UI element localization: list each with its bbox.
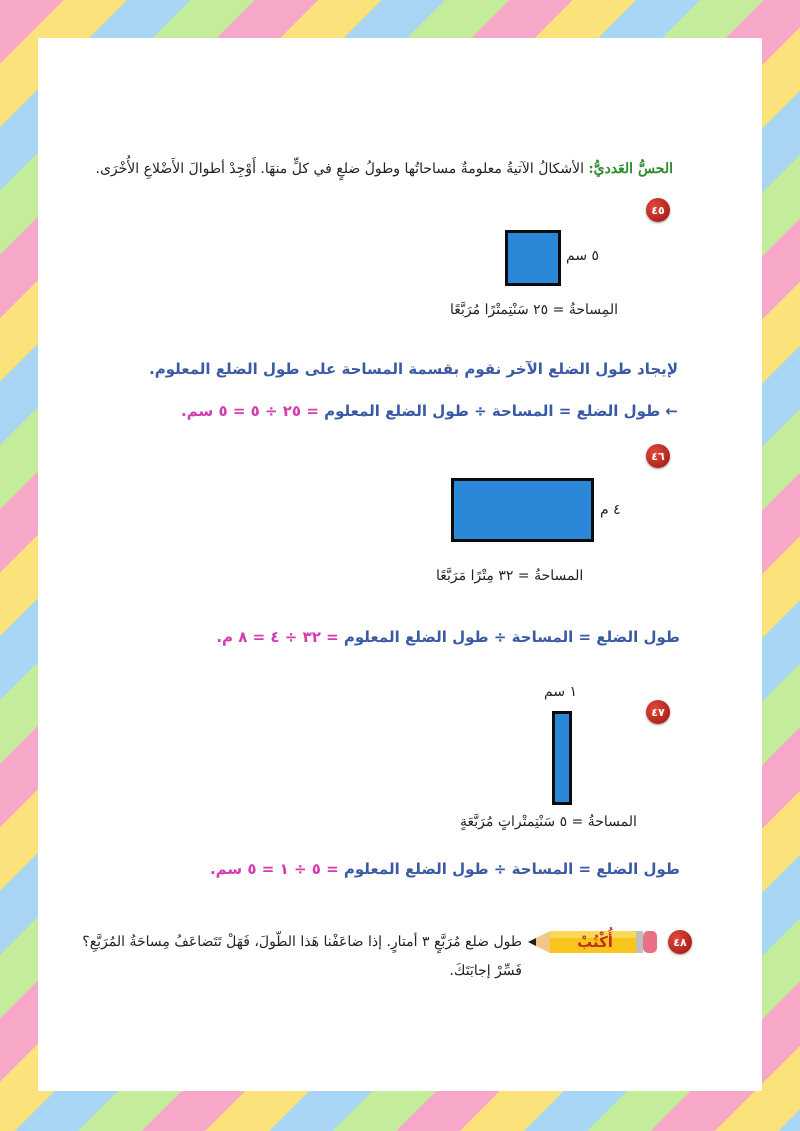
side-label-46: ٤ م xyxy=(600,502,621,518)
intro-label: الحسُّ العَدديُّ: xyxy=(588,161,673,177)
square-shape xyxy=(505,230,561,286)
hint-text-45: لإيجاد طول الضلع الآخر نقوم بقسمة المساحة على طول الضلع المعلوم. xyxy=(149,360,678,378)
pencil-write-badge xyxy=(528,926,660,958)
thin-rectangle-shape xyxy=(552,711,572,805)
solution-47 xyxy=(209,860,680,878)
question-48-line2: فَسِّرْ إجابَتَكَ. xyxy=(449,963,522,979)
worksheet-page xyxy=(38,38,762,1091)
solution-47-result: = ٥ ÷ ١ = ٥ سم. xyxy=(209,860,339,878)
side-label-45: ٥ سم xyxy=(566,248,600,264)
solution-45-formula: طول الضلع = المساحة ÷ طول الضلع المعلوم xyxy=(318,402,666,420)
pencil-label: أُكْتُبْ xyxy=(577,933,613,951)
solution-45 xyxy=(181,402,678,420)
area-label-45: المِساحةُ = ٢٥ سَنْتِمتْرًا مُرَبَّعًا xyxy=(450,302,618,318)
question-number-45: ٤٥ xyxy=(646,198,670,222)
question-number-48: ٤٨ xyxy=(668,930,692,954)
question-number-46: ٤٦ xyxy=(646,444,670,468)
intro-body: الأشكالُ الآتيةُ معلومةٌ مساحاتُها وطولُ ضلعٍ في كلٍّ منهَا. أَوْجِدْ أطوالَ الأَضْلاعِ الأُخْرَى. xyxy=(95,161,589,177)
solution-45-result: = ٢٥ ÷ ٥ = ٥ سم. xyxy=(181,402,319,420)
area-label-46: المساحةُ = ٣٢ مِتْرًا مَرَبَّعًا xyxy=(436,568,584,584)
side-label-47: ١ سم xyxy=(544,684,578,700)
solution-46 xyxy=(216,628,680,646)
question-number-47: ٤٧ xyxy=(646,700,670,724)
question-48-line1: طول ضلع مُرَبَّعٍ ٣ أمتارٍ. إذا ضاعَفْنا هَذا الطّولَ، فَهَلْ تَتَضاعَفُ مِساحَةُ المُرَبَّعِ؟ xyxy=(82,934,522,950)
arrow-icon: ← xyxy=(665,402,678,420)
solution-47-formula: طول الضلع = المساحة ÷ طول الضلع المعلوم xyxy=(338,860,680,878)
area-label-47: المساحةُ = ٥ سَنْتِمتْراتٍ مُرَبَّعَةٍ xyxy=(460,814,637,830)
solution-46-result: = ٣٢ ÷ ٤ = ٨ م. xyxy=(216,628,339,646)
solution-46-formula: طول الضلع = المساحة ÷ طول الضلع المعلوم xyxy=(338,628,680,646)
intro-text xyxy=(38,161,673,177)
rectangle-shape xyxy=(451,478,594,542)
